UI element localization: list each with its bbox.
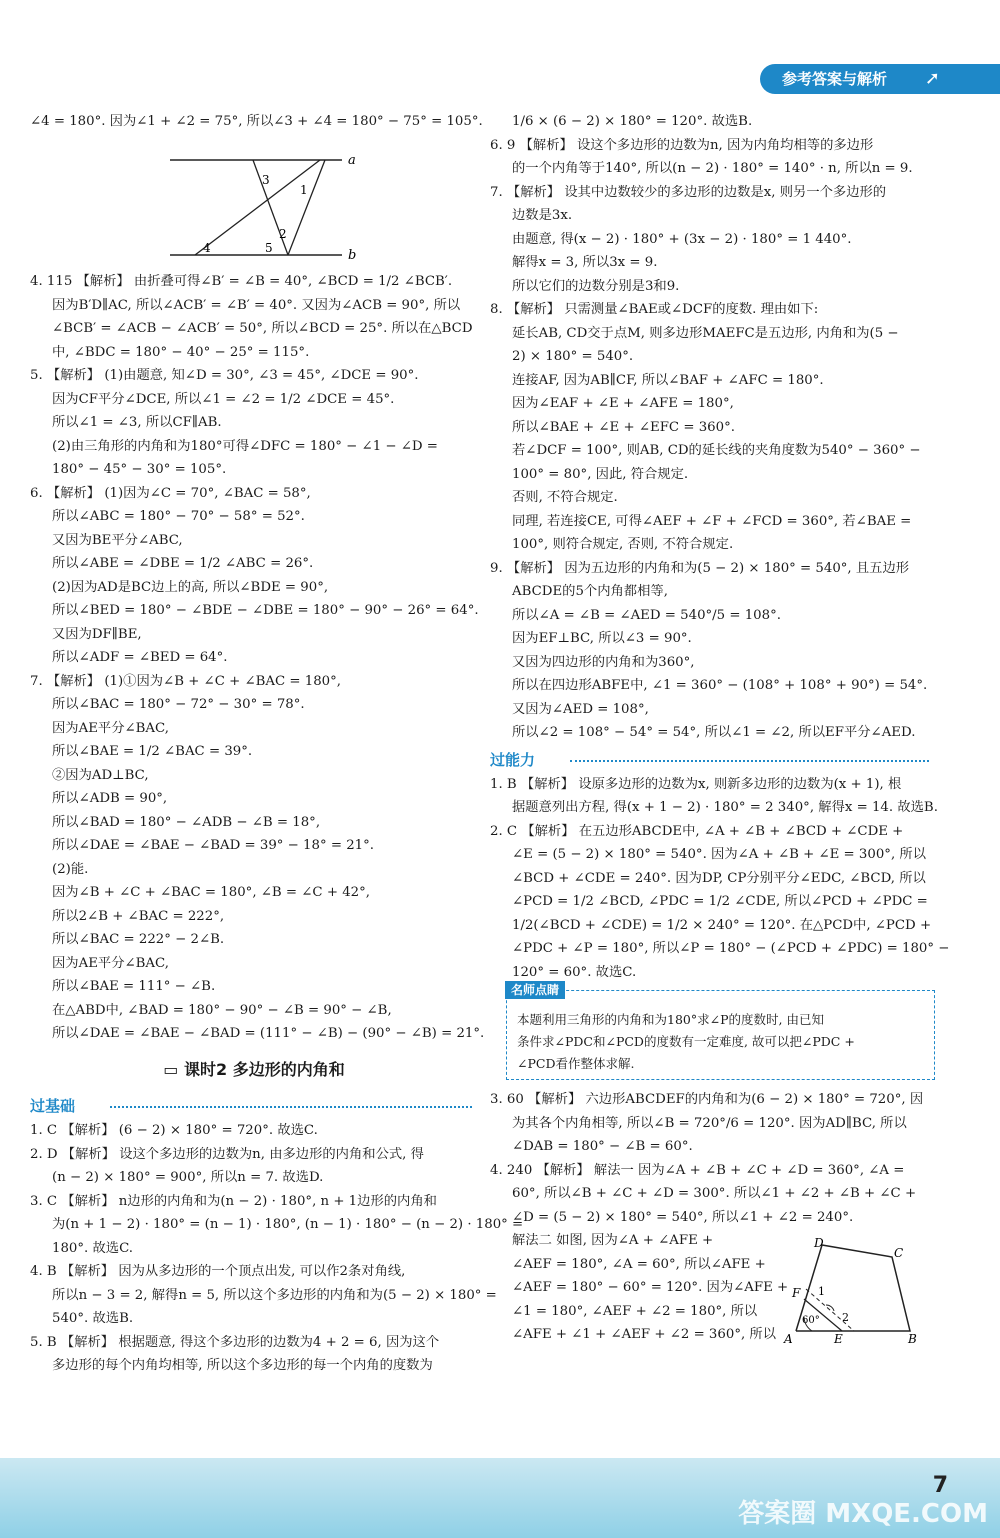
text-line: 同理, 若连接CE, 可得∠AEF + ∠F + ∠FCD = 360°, 若∠BAE =	[512, 513, 912, 529]
text-line: 所以∠2 = 108° − 54° = 54°, 所以∠1 = ∠2, 所以EF平分∠AED.	[512, 725, 916, 740]
text-line: 又因为∠AED = 108°,	[512, 701, 649, 717]
header-banner	[760, 64, 1000, 94]
line-b-label: b	[348, 247, 357, 262]
text-line: 所以∠BAE = 1/2 ∠BAC = 39°.	[52, 744, 253, 759]
vertex-e-label: E	[834, 1332, 843, 1346]
text-line: 所以∠ABC = 180° − 70° − 58° = 52°.	[52, 509, 305, 524]
text-line: 9. 【解析】 因为五边形的内角和为(5 − 2) × 180° = 540°, 且五边形	[490, 560, 910, 576]
text-line: 所以n − 3 = 2, 解得n = 5, 所以这个多边形的内角和为(5 − 2) × 180° =	[52, 1287, 497, 1303]
text-line: 1. B 【解析】 设原多边形的边数为x, 则新多边形的边数为(x + 1), 根	[490, 776, 902, 792]
text-line: 7. 【解析】 (1)①因为∠B + ∠C + ∠BAC = 180°,	[30, 673, 342, 689]
text-line: 3. 60 【解析】 六边形ABCDEF的内角和为(6 − 2) × 180° = 720°, 因	[490, 1092, 924, 1107]
text-line: 的一个内角等于140°, 所以(n − 2) · 180° = 140° · n, 所以n = 9.	[512, 161, 913, 176]
text-line: 5. 【解析】 (1)由题意, 知∠D = 30°, ∠3 = 45°, ∠DCE = 90°.	[30, 368, 419, 383]
text-line: 连接AF, 因为AB∥CF, 所以∠BAF + ∠AFC = 180°.	[512, 372, 824, 388]
text-line: 所以∠A = ∠B = ∠AED = 540°/5 = 108°.	[512, 607, 781, 623]
method-two-block	[490, 1229, 935, 1347]
text-line: 120° = 60°. 故选C.	[512, 964, 637, 980]
tip-line: 本题利用三角形的内角和为180°求∠P的度数时, 由已知	[517, 1012, 824, 1027]
angle-4-label: 4	[203, 240, 211, 255]
text-line: 为其各个内角相等, 所以∠B = 720°/6 = 120°. 因为AD∥BC, 所以	[512, 1115, 907, 1131]
text-line: ②因为AD⊥BC,	[52, 767, 149, 783]
book-icon: ▭	[163, 1059, 179, 1079]
answers-block-3	[490, 110, 935, 745]
text-line: 在△ABD中, ∠BAD = 180° − 90° − ∠B = 90° − ∠B,	[52, 1002, 392, 1018]
answers-block-5	[490, 1088, 935, 1229]
text-line: ∠DAB = 180° − ∠B = 60°.	[512, 1139, 693, 1154]
text-line: 2. D 【解析】 设这个多边形的边数为n, 由多边形的内角和公式, 得	[30, 1146, 424, 1162]
teacher-tip-box	[506, 983, 935, 1080]
text-line: ABCDE的5个内角都相等,	[512, 584, 668, 599]
text-line: 4. 240 【解析】 解法一 因为∠A + ∠B + ∠C + ∠D = 360°, ∠A =	[490, 1162, 905, 1178]
tip-line: 条件求∠PDC和∠PCD的度数有一定难度, 故可以把∠PDC +	[517, 1034, 855, 1049]
parallel-lines-figure	[30, 134, 478, 262]
text-line: 所以∠ABE = ∠DBE = 1/2 ∠ABC = 26°.	[52, 556, 314, 571]
text-line: 7. 【解析】 设其中边数较少的多边形的边数是x, 则另一个多边形的	[490, 184, 887, 200]
answers-block-2	[30, 1119, 524, 1378]
line-a-label: a	[348, 152, 356, 168]
lesson-title-text: 课时2 多边形的内角和	[183, 1059, 345, 1079]
header-title: 参考答案与解析	[782, 70, 888, 88]
text-line: 中, ∠BDC = 180° − 40° − 25° = 115°.	[52, 344, 310, 360]
text-line: 若∠DCF = 100°, 则AB, CD的延长线的夹角度数为540° − 360° −	[512, 443, 921, 458]
text-line: 解法二 如图, 因为∠A + ∠AFE +	[512, 1233, 714, 1248]
text-line: 4. 115 【解析】 由折叠可得∠B′ = ∠B = 40°, ∠BCD = 1/2 ∠BCB′.	[30, 274, 453, 289]
text-line: 所以∠ADF = ∠BED = 64°.	[52, 650, 228, 665]
text-line: ∠PDC + ∠P = 180°, 所以∠P = 180° − (∠PCD + ∠PDC) = 180° −	[512, 941, 950, 956]
vertex-c-label: C	[894, 1246, 904, 1260]
text-line: 所以∠1 = ∠3, 所以CF∥AB.	[52, 415, 222, 430]
text-line: ∠D = (5 − 2) × 180° = 540°, 所以∠1 + ∠2 = 240°.	[512, 1209, 854, 1225]
text-line: 180°. 故选C.	[52, 1240, 134, 1256]
text-line: 所以∠DAE = ∠BAE − ∠BAD = (111° − ∠B) − (90° − ∠B) = 21°.	[52, 1026, 485, 1041]
text-line: 因为∠B + ∠C + ∠BAC = 180°, ∠B = ∠C + 42°,	[52, 885, 370, 900]
text-line: 180° − 45° − 30° = 105°.	[52, 462, 227, 477]
section-divider	[110, 1106, 472, 1108]
angle-2-label: 2	[842, 1311, 849, 1324]
text-line: 多边形的每个内角均相等, 所以这个多边形的每一个内角的度数为	[52, 1358, 433, 1373]
text-line: 因为∠EAF + ∠E + ∠AFE = 180°,	[512, 396, 734, 411]
text-line: 所以∠BED = 180° − ∠BDE − ∠DBE = 180° − 90° − 26° = 64°.	[52, 603, 479, 618]
text-line: 8. 【解析】 只需测量∠BAE或∠DCF的度数. 理由如下:	[490, 302, 819, 317]
text-line: 2. C 【解析】 在五边形ABCDE中, ∠A + ∠B + ∠BCD + ∠CDE +	[490, 823, 904, 839]
answers-block-4	[490, 773, 950, 985]
text-line: ∠AEF = 180° − 60° = 120°. 因为∠AFE +	[512, 1280, 789, 1295]
text-line: 1. C 【解析】 (6 − 2) × 180° = 720°. 故选C.	[30, 1123, 318, 1138]
text-line: ∠AFE + ∠1 + ∠AEF + ∠2 = 360°, 所以	[512, 1327, 777, 1342]
text-line: 因为B′D∥AC, 所以∠ACB′ = ∠B′ = 40°. 又因为∠ACB = 90°, 所以	[52, 297, 461, 313]
rocket-icon: ➚	[924, 68, 940, 89]
text-line: ∠PCD = 1/2 ∠BCD, ∠PDC = 1/2 ∠CDE, 所以∠PCD + ∠PDC =	[512, 894, 928, 909]
pentagon-figure	[782, 1233, 930, 1347]
text-line: ∠4 = 180°. 因为∠1 + ∠2 = 75°, 所以∠3 + ∠4 = 180° − 75° = 105°.	[30, 114, 483, 129]
answers-block-1	[30, 270, 485, 1046]
section-divider	[570, 760, 929, 762]
angle-5-label: 5	[265, 240, 273, 255]
section-header-ability	[490, 749, 935, 771]
text-line: ∠AEF = 180°, ∠A = 60°, 所以∠AFE +	[512, 1256, 766, 1272]
text-line: 所以∠BAD = 180° − ∠ADB − ∠B = 18°,	[52, 814, 321, 830]
text-line: 延长AB, CD交于点M, 则多边形MAEFC是五边形, 内角和为(5 −	[512, 325, 899, 341]
text-line: 所以∠ADB = 90°,	[52, 791, 168, 806]
text-line: 解得x = 3, 所以3x = 9.	[512, 255, 658, 270]
text-line: 所以2∠B + ∠BAC = 222°,	[52, 908, 225, 924]
vertex-b-label: B	[908, 1332, 917, 1346]
angle-2-label: 2	[279, 226, 287, 241]
angle-1-label: 1	[300, 182, 308, 197]
text-line: 1/6 × (6 − 2) × 180° = 120°. 故选B.	[512, 114, 753, 129]
text-line: 100°, 则符合规定, 否则, 不符合规定.	[512, 537, 734, 552]
text-line: 所以∠DAE = ∠BAE − ∠BAD = 39° − 18° = 21°.	[52, 838, 375, 853]
text-line: 6. 【解析】 (1)因为∠C = 70°, ∠BAC = 58°,	[30, 485, 311, 501]
text-line: 因为AE平分∠BAC,	[52, 720, 169, 736]
section-header-basic	[30, 1095, 478, 1117]
vertex-f-label: F	[792, 1286, 801, 1300]
text-line: ∠E = (5 − 2) × 180° = 540°. 因为∠A + ∠B + ∠E = 300°, 所以	[512, 847, 926, 862]
text-line: 4. B 【解析】 因为从多边形的一个顶点出发, 可以作2条对角线,	[30, 1264, 406, 1279]
angle-1-label: 1	[818, 1285, 825, 1298]
text-line: (n − 2) × 180° = 900°, 所以n = 7. 故选D.	[52, 1170, 324, 1185]
watermark: 答案圈 MXQE.COM	[738, 1499, 988, 1529]
text-line: 60°, 所以∠B + ∠C + ∠D = 300°. 所以∠1 + ∠2 + ∠B + ∠C +	[512, 1186, 917, 1201]
text-line: 又因为BE平分∠ABC,	[52, 532, 183, 548]
text-line: 所以它们的边数分别是3和9.	[512, 278, 680, 294]
text-line: 又因为四边形的内角和为360°,	[512, 654, 695, 670]
text-line: 5. B 【解析】 根据题意, 得这个多边形的边数为4 + 2 = 6, 因为这个	[30, 1334, 440, 1350]
text-line: 3. C 【解析】 n边形的内角和为(n − 2) · 180°, n + 1边形的内角和	[30, 1193, 437, 1209]
text-line: (2)能.	[52, 861, 89, 877]
text-line: 为(n + 1 − 2) · 180° = (n − 1) · 180°, (n − 1) · 180° − (n − 2) · 180° =	[52, 1217, 524, 1232]
text-line: 又因为DF∥BE,	[52, 626, 142, 642]
text-line: 因为CF平分∠DCE, 所以∠1 = ∠2 = 1/2 ∠DCE = 45°.	[52, 391, 395, 407]
text-line: 由题意, 得(x − 2) · 180° + (3x − 2) · 180° = 1 440°.	[512, 231, 852, 247]
text-line: 所以∠BAE = 111° − ∠B.	[52, 979, 216, 994]
text-line: (2)因为AD是BC边上的高, 所以∠BDE = 90°,	[52, 579, 329, 595]
text-line: 因为AE平分∠BAC,	[52, 955, 169, 971]
vertex-d-label: D	[814, 1236, 824, 1250]
text-line: (2)由三角形的内角和为180°可得∠DFC = 180° − ∠1 − ∠D =	[52, 438, 438, 454]
text-line: ∠1 = 180°, ∠AEF + ∠2 = 180°, 所以	[512, 1303, 758, 1319]
text-line: 所以∠BAC = 180° − 72° − 30° = 78°.	[52, 697, 305, 712]
text-line: 边数是3x.	[512, 208, 573, 223]
tip-line: ∠PCD看作整体求解.	[517, 1056, 635, 1071]
vertex-a-label: A	[784, 1332, 793, 1346]
section-title: 过能力	[490, 750, 536, 769]
text-line: 2) × 180° = 540°.	[512, 349, 634, 364]
text-line: 所以∠BAE + ∠E + ∠EFC = 360°.	[512, 419, 735, 435]
angle-60-label: 60°	[802, 1315, 820, 1326]
page-number: 7	[932, 1473, 948, 1498]
text-line: 据题意列出方程, 得(x + 1 − 2) · 180° = 2 340°, 解得x = 14. 故选B.	[512, 800, 938, 815]
text-line: ∠BCB′ = ∠ACB − ∠ACB′ = 50°, 所以∠BCD = 25°. 所以在△BCD	[52, 321, 473, 336]
text-line: 否则, 不符合规定.	[512, 490, 618, 505]
text-line: 1/2(∠BCD + ∠CDE) = 1/2 × 240° = 120°. 在△PCD中, ∠PCD +	[512, 917, 932, 933]
tip-label: 名师点睛	[505, 981, 565, 999]
lesson-title	[30, 1058, 478, 1082]
right-column	[490, 110, 950, 1347]
text-line: 所以∠BAC = 222° − 2∠B.	[52, 932, 225, 947]
text-line: ∠BCD + ∠CDE = 240°. 因为DP, CP分别平分∠EDC, ∠BCD, 所以	[512, 870, 926, 886]
text-line: 因为EF⊥BC, 所以∠3 = 90°.	[512, 631, 692, 646]
angle-3-label: 3	[262, 172, 270, 187]
text-line: 所以在四边形ABFE中, ∠1 = 360° − (108° + 108° + 90°) = 54°.	[512, 678, 928, 693]
text-line: 540°. 故选B.	[52, 1311, 134, 1326]
section-title: 过基础	[30, 1097, 76, 1115]
text-line: 6. 9 【解析】 设这个多边形的边数为n, 因为内角均相等的多边形	[490, 137, 874, 153]
text-line: 100° = 80°, 因此, 符合规定.	[512, 466, 689, 482]
